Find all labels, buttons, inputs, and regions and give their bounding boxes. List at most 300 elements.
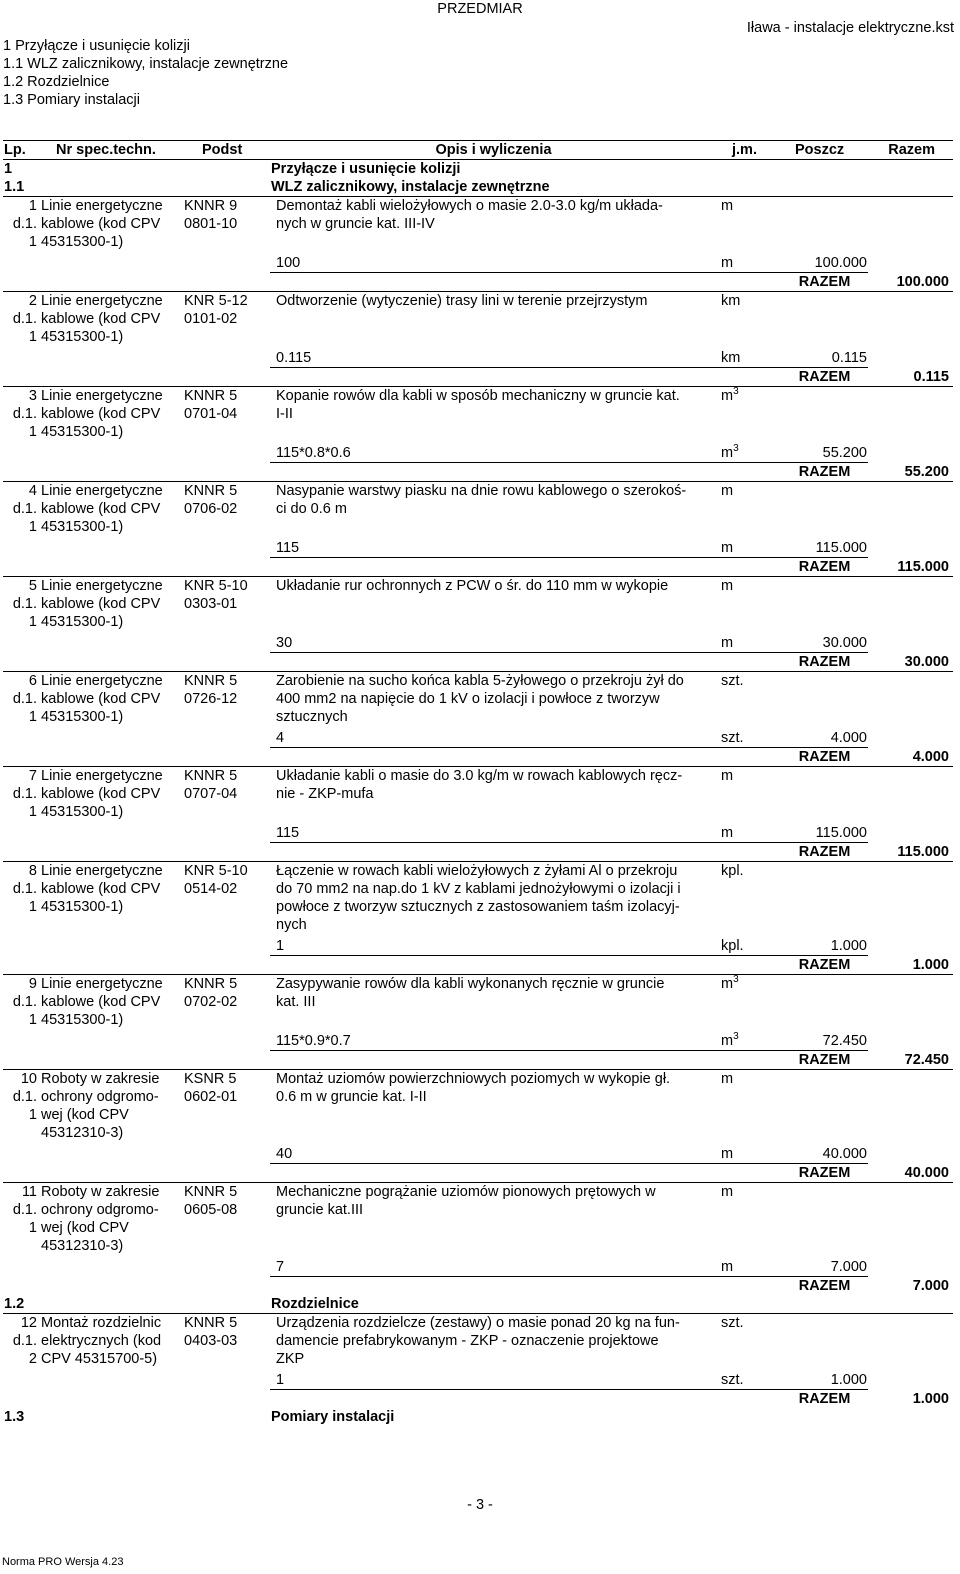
- item-total-empty: [868, 1070, 953, 1089]
- calc-spacer: [180, 1029, 270, 1051]
- item-row: [3, 880, 953, 898]
- item-number: 8: [3, 862, 40, 881]
- item-spec: Linie energetyczne: [40, 862, 180, 881]
- razem-label: RAZEM: [798, 1165, 851, 1181]
- item-partial-empty: [781, 1219, 868, 1237]
- item-basis: [180, 1219, 270, 1237]
- item-total: 1.000: [912, 1390, 949, 1407]
- item-unit: [717, 690, 781, 708]
- item-partial-empty: [781, 500, 868, 518]
- section-title: Pomiary instalacji: [271, 1409, 395, 1425]
- item-total-empty: [868, 292, 953, 311]
- item-total: 30.000: [904, 653, 949, 670]
- razem-spacer: [270, 463, 717, 482]
- calc-partial: 4.000: [781, 726, 868, 748]
- item-number-cont: d.1.: [12, 406, 37, 422]
- calc-spacer: [40, 726, 180, 748]
- calc-spacer: [868, 631, 953, 653]
- calc-spacer: [40, 934, 180, 956]
- razem-spacer: [180, 1390, 270, 1409]
- item-total-empty: [868, 500, 953, 518]
- item-unit: [717, 993, 781, 1011]
- item-spec: 45315300-1): [41, 899, 124, 915]
- razem-spacer: [717, 1051, 781, 1070]
- calc-unit: m: [717, 251, 781, 273]
- item-description: nych: [276, 917, 307, 933]
- item-partial-empty: [781, 803, 868, 821]
- item-row: [3, 1219, 953, 1237]
- item-row: [3, 595, 953, 613]
- item-total-empty: [868, 482, 953, 501]
- calc-partial: 30.000: [781, 631, 868, 653]
- item-unit: [717, 518, 781, 536]
- item-number: 9: [3, 975, 40, 994]
- item-row: [3, 803, 953, 821]
- item-basis: [180, 328, 270, 346]
- item-description: [270, 1237, 717, 1255]
- calc-spacer: [180, 726, 270, 748]
- section-row: [3, 178, 953, 197]
- calc-spacer: [180, 1142, 270, 1164]
- item-partial-empty: [781, 1088, 868, 1106]
- calc-spacer: [180, 934, 270, 956]
- item-basis: [180, 1237, 270, 1255]
- item-unit: m: [717, 197, 781, 216]
- razem-label: RAZEM: [798, 1391, 851, 1407]
- item-spec: Linie energetyczne: [40, 292, 180, 311]
- item-description: Zasypywanie rowów dla kabli wykonanych ręcznie w gruncie: [270, 975, 717, 994]
- razem-spacer: [717, 558, 781, 577]
- item-partial-empty: [781, 613, 868, 631]
- item-partial-empty: [781, 785, 868, 803]
- col-header-basis: Podst: [180, 141, 270, 160]
- item-description: [270, 1106, 717, 1124]
- item-spec: Linie energetyczne: [40, 197, 180, 216]
- item-total-empty: [868, 215, 953, 233]
- razem-label: RAZEM: [798, 1052, 851, 1068]
- item-row: [3, 1350, 953, 1368]
- item-total-empty: [868, 613, 953, 631]
- item-unit: [717, 423, 781, 441]
- item-partial-empty: [781, 482, 868, 501]
- razem-spacer: [40, 463, 180, 482]
- calc-partial: 115.000: [781, 821, 868, 843]
- razem-spacer: [3, 463, 40, 482]
- item-basis: [180, 518, 270, 536]
- item-row: [3, 1183, 953, 1202]
- calc-spacer: [180, 1368, 270, 1390]
- item-number: 1: [3, 197, 40, 216]
- razem-spacer: [717, 1390, 781, 1409]
- item-partial-empty: [781, 197, 868, 216]
- item-unit: [717, 880, 781, 898]
- calc-spacer: [180, 441, 270, 463]
- item-row: [3, 613, 953, 631]
- razem-spacer: [180, 653, 270, 672]
- item-basis: KNR 5-10: [180, 577, 270, 596]
- item-total-empty: [868, 916, 953, 934]
- razem-spacer: [180, 273, 270, 292]
- calc-unit: [717, 1029, 781, 1051]
- razem-label: RAZEM: [798, 559, 851, 575]
- table-of-contents: [3, 37, 288, 109]
- item-number-cont: d.1.: [12, 691, 37, 707]
- item-unit: [717, 916, 781, 934]
- calc-unit: szt.: [717, 1368, 781, 1390]
- item-number-cont: 1: [28, 614, 37, 630]
- razem-label: RAZEM: [798, 749, 851, 765]
- item-partial-empty: [781, 1237, 868, 1255]
- estimate-table: [3, 140, 953, 1426]
- razem-spacer: [180, 1051, 270, 1070]
- item-unit: [717, 1201, 781, 1219]
- item-total-empty: [868, 518, 953, 536]
- calculation-row: [3, 934, 953, 956]
- razem-spacer: [40, 956, 180, 975]
- item-total-empty: [868, 1314, 953, 1333]
- item-row: [3, 518, 953, 536]
- item-number-cont: 1: [28, 899, 37, 915]
- item-description: nych w gruncie kat. III-IV: [276, 216, 435, 232]
- item-partial-empty: [781, 975, 868, 994]
- item-partial-empty: [781, 690, 868, 708]
- item-spec: 45315300-1): [41, 519, 124, 535]
- section-number: 1.1: [4, 179, 25, 195]
- calc-unit: m: [717, 536, 781, 558]
- item-description: Nasypanie warstwy piasku na dnie rowu kablowego o szerokoś-: [270, 482, 717, 501]
- razem-row: [3, 653, 953, 672]
- item-partial-empty: [781, 423, 868, 441]
- item-total-empty: [868, 690, 953, 708]
- razem-label: RAZEM: [798, 1278, 851, 1294]
- item-spec: CPV 45315700-5): [41, 1351, 158, 1367]
- table-header-row: [3, 141, 953, 160]
- page-number: - 3 -: [467, 1497, 493, 1513]
- calc-spacer: [40, 1368, 180, 1390]
- item-total-empty: [868, 880, 953, 898]
- item-basis: [180, 1011, 270, 1029]
- item-total-empty: [868, 387, 953, 406]
- item-number-cont: d.1.: [12, 596, 37, 612]
- item-partial-empty: [781, 1011, 868, 1029]
- item-spec: 45315300-1): [41, 424, 124, 440]
- item-spec: Linie energetyczne: [40, 387, 180, 406]
- calc-spacer: [3, 934, 40, 956]
- item-number: 12: [3, 1314, 40, 1333]
- calc-unit: szt.: [717, 726, 781, 748]
- calc-spacer: [3, 441, 40, 463]
- calc-spacer: [40, 1029, 180, 1051]
- item-number-cont: [3, 916, 40, 934]
- item-partial-empty: [781, 577, 868, 596]
- razem-spacer: [270, 748, 717, 767]
- razem-spacer: [270, 1277, 717, 1296]
- razem-row: [3, 1390, 953, 1409]
- item-basis: 0101-02: [184, 311, 238, 327]
- calculation-row: [3, 631, 953, 653]
- item-description: I-II: [276, 406, 293, 422]
- calculation-row: [3, 346, 953, 368]
- item-partial-empty: [781, 405, 868, 423]
- item-basis: [180, 1350, 270, 1368]
- item-unit: [717, 1350, 781, 1368]
- calc-unit-exponent: 3: [733, 443, 739, 454]
- item-number: 11: [3, 1183, 40, 1202]
- razem-label: RAZEM: [798, 844, 851, 860]
- item-basis: 0514-02: [184, 881, 238, 897]
- item-total: 4.000: [912, 748, 949, 765]
- razem-spacer: [717, 843, 781, 862]
- item-unit: [717, 708, 781, 726]
- razem-label: RAZEM: [798, 274, 851, 290]
- item-total-empty: [868, 328, 953, 346]
- item-spec: 45315300-1): [41, 804, 124, 820]
- item-number-cont: 1: [28, 709, 37, 725]
- file-name: Iława - instalacje elektryczne.kst: [746, 20, 954, 36]
- item-spec: Linie energetyczne: [40, 975, 180, 994]
- calc-spacer: [868, 536, 953, 558]
- item-unit-base: m: [721, 388, 734, 404]
- item-unit: [717, 1219, 781, 1237]
- calc-unit: kpl.: [717, 934, 781, 956]
- item-row: [3, 672, 953, 691]
- razem-spacer: [3, 273, 40, 292]
- calc-spacer: [40, 1255, 180, 1277]
- calc-spacer: [3, 821, 40, 843]
- item-unit: kpl.: [717, 862, 781, 881]
- calc-expression: 100: [270, 251, 717, 273]
- calc-spacer: [180, 251, 270, 273]
- software-footer: Norma PRO Wersja 4.23: [2, 1556, 124, 1568]
- item-total-empty: [868, 672, 953, 691]
- item-spec: 45312310-3): [41, 1238, 124, 1254]
- item-number-cont: d.1.: [12, 786, 37, 802]
- item-description: nie - ZKP-mufa: [276, 786, 374, 802]
- item-basis: KNR 5-12: [180, 292, 270, 311]
- item-number-cont: d.1.: [12, 1202, 37, 1218]
- item-unit: [717, 595, 781, 613]
- item-partial-empty: [781, 1183, 868, 1202]
- item-number: 7: [3, 767, 40, 786]
- document-title: PRZEDMIAR: [437, 1, 523, 17]
- item-description: Montaż uziomów powierzchniowych poziomych w wykopie gł.: [270, 1070, 717, 1089]
- razem-spacer: [3, 1277, 40, 1296]
- item-unit-base: m: [721, 976, 734, 992]
- item-basis: 0303-01: [184, 596, 238, 612]
- item-total-empty: [868, 1237, 953, 1255]
- item-basis: KNNR 5: [180, 1183, 270, 1202]
- razem-spacer: [180, 956, 270, 975]
- item-number-cont: d.1.: [12, 881, 37, 897]
- item-unit: [717, 233, 781, 251]
- item-row: [3, 1011, 953, 1029]
- item-spec: kablowe (kod CPV: [41, 216, 161, 232]
- item-description: Mechaniczne pogrążanie uziomów pionowych prętowych w: [270, 1183, 717, 1202]
- calc-spacer: [868, 251, 953, 273]
- razem-spacer: [717, 956, 781, 975]
- section-number: 1.2: [4, 1296, 25, 1312]
- calc-expression: 115*0.8*0.6: [270, 441, 717, 463]
- item-basis: KNNR 5: [180, 1314, 270, 1333]
- razem-spacer: [40, 843, 180, 862]
- razem-spacer: [3, 1390, 40, 1409]
- item-description: Układanie kabli o masie do 3.0 kg/m w rowach kablowych ręcz-: [270, 767, 717, 786]
- item-partial-empty: [781, 518, 868, 536]
- item-number-cont: 1: [28, 234, 37, 250]
- item-row: [3, 577, 953, 596]
- item-number-cont: d.1.: [12, 311, 37, 327]
- item-spec: Linie energetyczne: [40, 577, 180, 596]
- item-basis: 0602-01: [184, 1089, 238, 1105]
- razem-spacer: [40, 1051, 180, 1070]
- item-row: [3, 690, 953, 708]
- item-spec: kablowe (kod CPV: [41, 881, 161, 897]
- item-unit: [717, 1011, 781, 1029]
- item-row: [3, 1237, 953, 1255]
- calc-unit: m: [717, 1142, 781, 1164]
- razem-spacer: [40, 1277, 180, 1296]
- razem-spacer: [270, 1164, 717, 1183]
- section-row: [3, 160, 953, 179]
- razem-spacer: [40, 558, 180, 577]
- calculation-row: [3, 1142, 953, 1164]
- razem-label: RAZEM: [798, 957, 851, 973]
- item-total-empty: [868, 785, 953, 803]
- item-unit: m: [717, 577, 781, 596]
- item-unit: [717, 803, 781, 821]
- calc-spacer: [180, 1255, 270, 1277]
- item-basis: [180, 708, 270, 726]
- item-basis: [180, 1106, 270, 1124]
- item-unit: [717, 898, 781, 916]
- calculation-row: [3, 821, 953, 843]
- item-description: Demontaż kabli wielożyłowych o masie 2.0-3.0 kg/m układa-: [270, 197, 717, 216]
- calculation-row: [3, 441, 953, 463]
- item-total: 40.000: [904, 1164, 949, 1181]
- item-partial-empty: [781, 387, 868, 406]
- item-basis: 0707-04: [184, 786, 238, 802]
- item-partial-empty: [781, 880, 868, 898]
- calc-spacer: [3, 536, 40, 558]
- item-description: do 70 mm2 na nap.do 1 kV z kablami jednożyłowymi o izolacji i: [276, 881, 681, 897]
- item-basis: 0726-12: [184, 691, 238, 707]
- calc-spacer: [40, 631, 180, 653]
- item-row: [3, 423, 953, 441]
- item-basis: 0702-02: [184, 994, 238, 1010]
- calc-spacer: [40, 536, 180, 558]
- item-spec: [40, 916, 180, 934]
- item-unit: [717, 785, 781, 803]
- item-row: [3, 916, 953, 934]
- razem-spacer: [180, 748, 270, 767]
- item-total: 115.000: [897, 558, 949, 575]
- razem-spacer: [3, 558, 40, 577]
- section-row: [3, 1295, 953, 1314]
- item-description: ZKP: [276, 1351, 305, 1367]
- item-total-empty: [868, 577, 953, 596]
- item-row: [3, 1332, 953, 1350]
- item-description: powłoce z tworzyw sztucznych z zastosowaniem taśm izolacyj-: [276, 899, 680, 915]
- item-number-cont: [3, 1124, 40, 1142]
- razem-spacer: [270, 956, 717, 975]
- item-partial-empty: [781, 1201, 868, 1219]
- razem-spacer: [717, 463, 781, 482]
- razem-spacer: [717, 653, 781, 672]
- item-unit: [717, 1124, 781, 1142]
- item-spec: 45315300-1): [41, 614, 124, 630]
- item-basis: 0701-04: [184, 406, 238, 422]
- section-title: Przyłącze i usunięcie kolizji: [271, 161, 461, 177]
- calc-spacer: [180, 346, 270, 368]
- calc-unit: m: [717, 821, 781, 843]
- item-description: [270, 803, 717, 821]
- razem-spacer: [180, 1277, 270, 1296]
- razem-spacer: [3, 748, 40, 767]
- item-basis: 0801-10: [184, 216, 238, 232]
- col-header-desc: Opis i wyliczenia: [270, 141, 717, 160]
- razem-row: [3, 843, 953, 862]
- item-spec: Roboty w zakresie: [40, 1183, 180, 1202]
- item-number-cont: d.1.: [12, 1089, 37, 1105]
- item-total-empty: [868, 1332, 953, 1350]
- item-unit: m: [717, 1070, 781, 1089]
- item-basis: KNR 5-10: [180, 862, 270, 881]
- item-unit: [717, 613, 781, 631]
- item-basis: [180, 423, 270, 441]
- item-row: [3, 197, 953, 216]
- item-spec: 45315300-1): [41, 329, 124, 345]
- calc-partial: 1.000: [781, 934, 868, 956]
- item-partial-empty: [781, 672, 868, 691]
- calc-spacer: [3, 1142, 40, 1164]
- razem-label: RAZEM: [798, 369, 851, 385]
- item-description: kat. III: [276, 994, 316, 1010]
- razem-spacer: [180, 1164, 270, 1183]
- razem-spacer: [717, 368, 781, 387]
- item-basis: 0403-03: [184, 1333, 238, 1349]
- item-description: Zarobienie na sucho końca kabla 5-żyłowego o przekroju żył do: [270, 672, 717, 691]
- col-header-lp: Lp.: [3, 141, 40, 160]
- item-spec: Linie energetyczne: [40, 672, 180, 691]
- item-number: 5: [3, 577, 40, 596]
- razem-spacer: [3, 1051, 40, 1070]
- razem-spacer: [270, 558, 717, 577]
- razem-spacer: [40, 273, 180, 292]
- item-total-empty: [868, 803, 953, 821]
- razem-row: [3, 1277, 953, 1296]
- item-basis: [180, 803, 270, 821]
- calc-partial: 7.000: [781, 1255, 868, 1277]
- item-number-cont: 1: [28, 519, 37, 535]
- item-number-cont: 1: [28, 329, 37, 345]
- item-spec: Roboty w zakresie: [40, 1070, 180, 1089]
- item-basis: [180, 1124, 270, 1142]
- item-row: [3, 215, 953, 233]
- item-description: damencie prefabrykowanym - ZKP - oznaczenie projektowe: [276, 1333, 659, 1349]
- calc-spacer: [868, 346, 953, 368]
- item-description: [270, 328, 717, 346]
- item-row: [3, 292, 953, 311]
- item-number: 4: [3, 482, 40, 501]
- item-description: [270, 613, 717, 631]
- item-row: [3, 1201, 953, 1219]
- item-spec: 45315300-1): [41, 1012, 124, 1028]
- item-number: 2: [3, 292, 40, 311]
- razem-row: [3, 748, 953, 767]
- item-number: 6: [3, 672, 40, 691]
- item-total-empty: [868, 1219, 953, 1237]
- section-number: 1: [4, 161, 13, 177]
